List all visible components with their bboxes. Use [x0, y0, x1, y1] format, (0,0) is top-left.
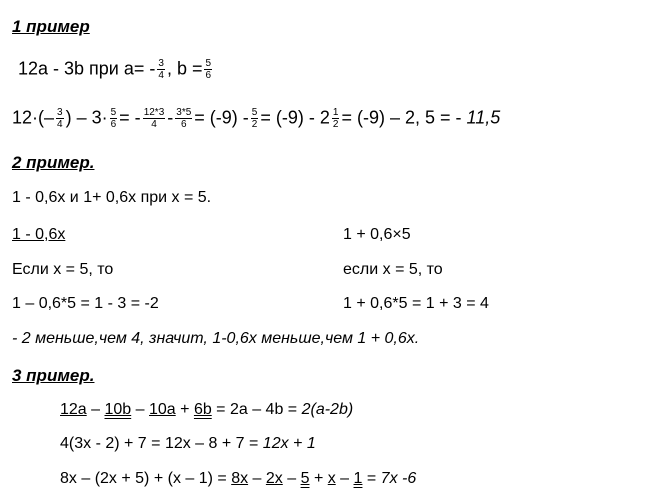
task-text: 12a - 3b при a= - — [18, 58, 156, 79]
fraction-2: $\frac{5}{6}$ — [110, 107, 117, 130]
fraction-5: $\frac{5}{2}$ — [251, 107, 258, 130]
example-3-line-3: 8x – (2x + 5) + (x – 1) = 8x – 2x – 5 + x – 1 = 7x -6 — [60, 470, 417, 487]
example-3-heading: 3 пример. — [12, 366, 95, 385]
example-1-task — [18, 58, 214, 81]
task-text-mid: , b = — [166, 58, 203, 79]
example-2-task: 1 - 0,6x и 1+ 0,6x при x = 5. — [12, 189, 212, 206]
line-3-result: 7x -6 — [380, 470, 417, 487]
right-condition: если x = 5, то — [343, 261, 443, 278]
fraction-1: $\frac{3}{4}$ — [57, 107, 63, 130]
example-3-line-1: 12a – 10b – 10a + 6b = 2a – 4b = 2(a-2b) — [60, 401, 354, 418]
line-2-result: 12x + 1 — [262, 435, 316, 452]
example-2-heading: 2 пример. — [12, 153, 95, 172]
left-calculation: 1 – 0,6*5 = 1 - 3 = -2 — [12, 295, 159, 312]
right-calculation: 1 + 0,6*5 = 1 + 3 = 4 — [343, 295, 489, 312]
example-1-solution: 12·(– $\frac{3}{4}$ ) – 3· $\frac{5}{6}$ = - $\frac{12*3}{4}$ - $\frac{3*5}{6}$ = (-9) - $\frac{5}{2}$ = (-9) - 2 $\frac{1}{2}$ = (-9) – 2, 5 = - 11,5 — [12, 107, 501, 130]
example-1-heading: 1 пример — [12, 17, 90, 36]
fraction-4: $\frac{3*5}{6}$ — [176, 107, 192, 130]
fraction-b: $\frac{5}{6}$ — [205, 58, 212, 81]
left-condition: Если x = 5, то — [12, 261, 114, 278]
solution-result: 11,5 — [466, 107, 501, 128]
fraction-6: $\frac{1}{2}$ — [332, 107, 339, 130]
example-2-conclusion: - 2 меньше,чем 4, значит, 1-0,6x меньше,чем 1 + 0,6x. — [12, 330, 420, 347]
right-expression: 1 + 0,6×5 — [343, 226, 411, 243]
fraction-a: $\frac{3}{4}$ — [158, 58, 164, 81]
left-expression: 1 - 0,6x — [12, 226, 66, 243]
example-3-line-2: 4(3x - 2) + 7 = 12x – 8 + 7 = 12x + 1 — [60, 435, 316, 452]
line-1-result: 2(a-2b) — [301, 401, 354, 418]
fraction-3: $\frac{12*3}{4}$ — [143, 107, 165, 130]
